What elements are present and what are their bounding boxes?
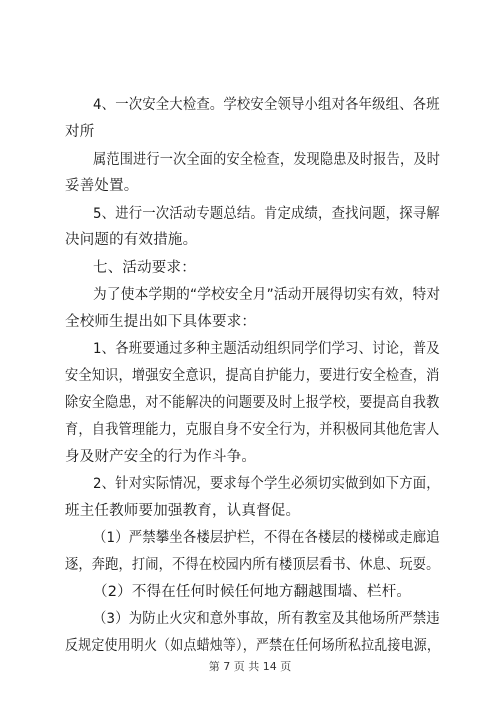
paragraph-line: 反规定使用明火（如点蜡烛等），严禁在任何场所私拉乱接电源， xyxy=(65,638,441,654)
paragraph-line: 育，自我管理能力，克服自身不安全行为，并积极同其他危害人 xyxy=(65,422,440,438)
paragraph-line: 2、针对实际情况，要求每个学生必须切实做到如下方面， xyxy=(93,476,440,492)
paragraph-line: 1、各班要通过多种主题活动组织同学们学习、讨论，普及 xyxy=(93,341,440,357)
paragraph-line: 为了使本学期的“学校安全月”活动开展得切实有效，特对 xyxy=(93,287,441,303)
paragraph-line: 5、进行一次活动专题总结。肯定成绩，查找问题，探寻解 xyxy=(93,206,440,222)
paragraph-line: 安全知识，增强安全意识，提高自护能力，要进行安全检查，消 xyxy=(65,368,440,384)
paragraph-line: （1）严禁攀坐各楼层护栏，不得在各楼层的楼梯或走廊追 xyxy=(93,530,440,546)
paragraph-line: 班主任教师要加强教育，认真督促。 xyxy=(65,503,301,519)
paragraph-line: 4、一次安全大检查。学校安全领导小组对各年级组、各班 xyxy=(93,97,440,113)
paragraph-line: 属范围进行一次全面的安全检查，发现隐患及时报告，及时 xyxy=(93,152,441,168)
paragraph-line: （3）为防止火灾和意外事故，所有教室及其他场所严禁违 xyxy=(93,611,440,627)
section-heading: 七、活动要求： xyxy=(93,260,196,276)
page-footer: 第 7 页 共 14 页 xyxy=(208,660,292,673)
paragraph-line: 全校师生提出如下具体要求： xyxy=(65,314,257,330)
paragraph-line: 妥善处置。 xyxy=(65,178,139,194)
paragraph-line: 决问题的有效措施。 xyxy=(65,232,198,248)
paragraph-line: （2）不得在任何时候任何地方翻越围墙、栏杆。 xyxy=(93,584,412,600)
paragraph-line: 逐，奔跑，打闹，不得在校园内所有楼顶层看书、休息、玩耍。 xyxy=(65,557,440,573)
paragraph-line: 身及财产安全的行为作斗争。 xyxy=(65,449,257,465)
paragraph-line: 除安全隐患，对不能解决的问题要及时上报学校，要提高自我教 xyxy=(65,395,440,411)
paragraph-line: 对所 xyxy=(65,124,95,140)
